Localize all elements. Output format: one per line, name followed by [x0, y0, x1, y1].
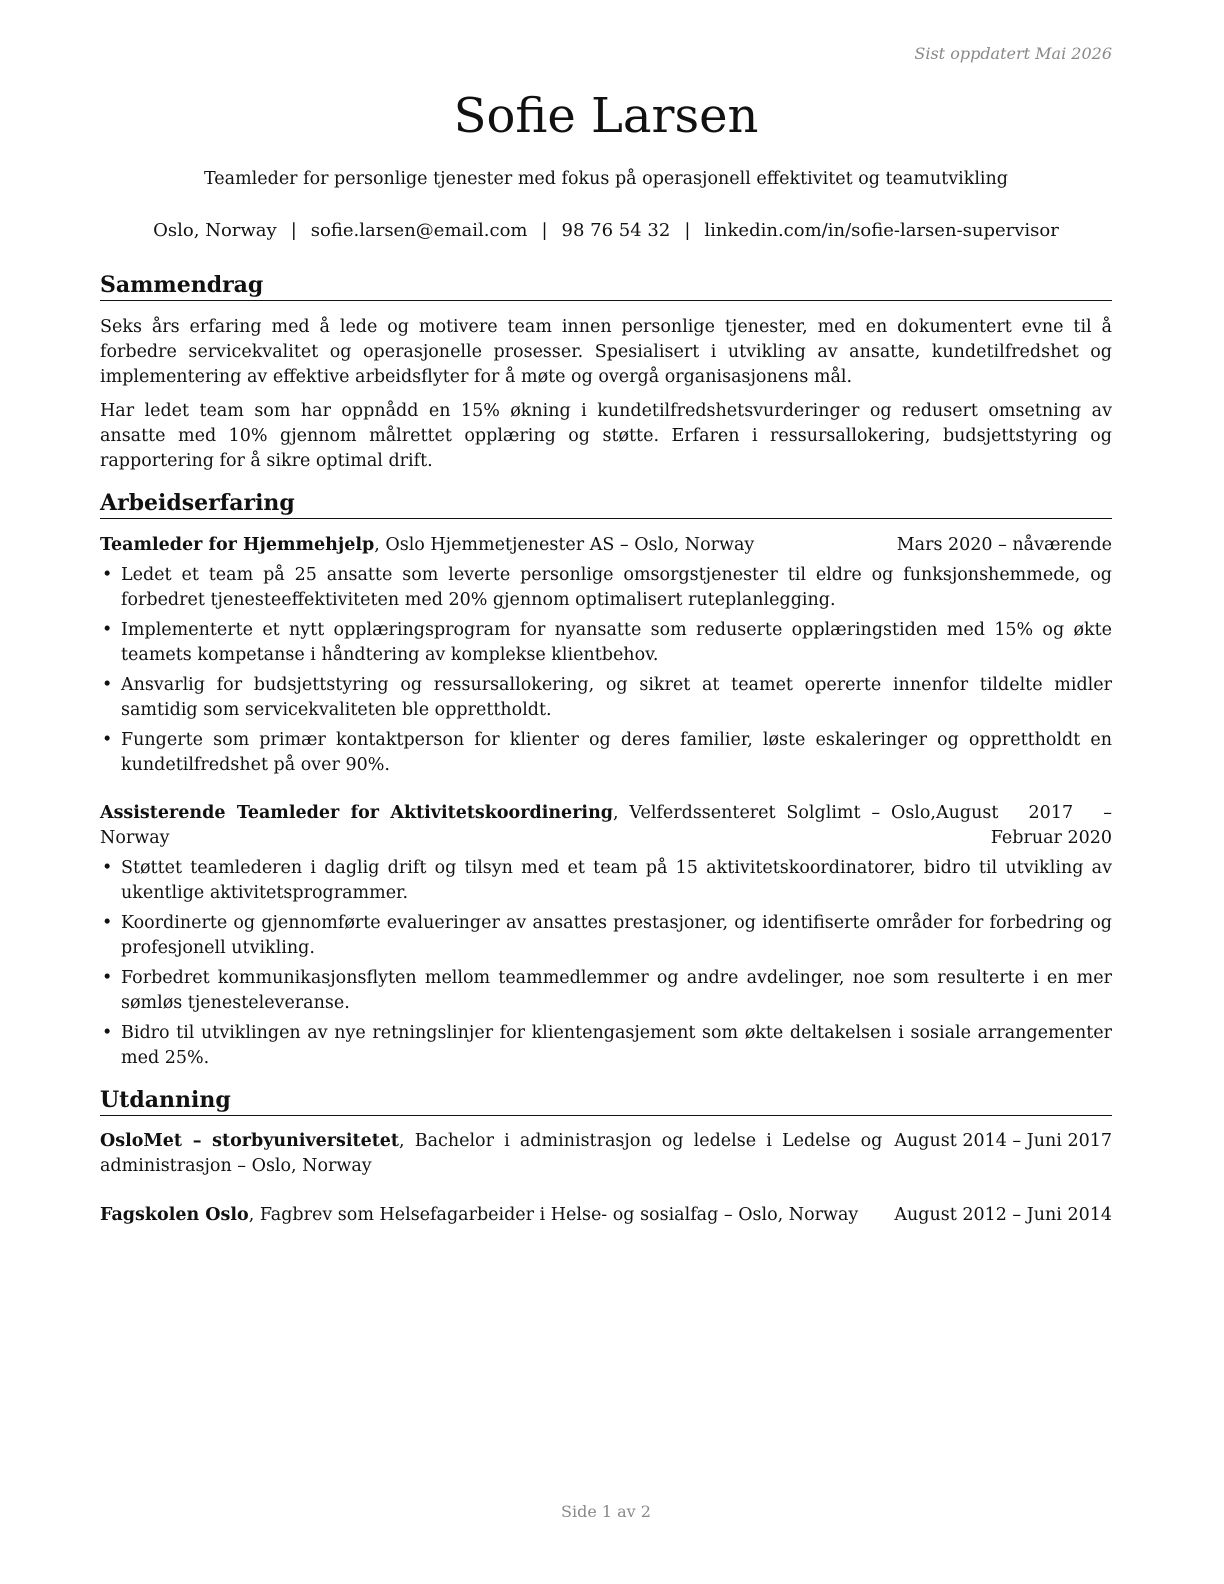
education-detail: , Bachelor i administrasjon og ledelse i Ledelse og administrasjon – Oslo, Norway	[100, 1131, 883, 1176]
job-dates: August 2017 – Februar 2020	[936, 803, 1112, 848]
contact-linkedin[interactable]: linkedin.com/in/sofie-larsen-supervisor	[704, 220, 1059, 241]
candidate-tagline: Teamleder for personlige tjenester med fokus på operasjonell effektivitet og teamutvikling	[203, 169, 1009, 189]
contact-location: Oslo, Norway	[153, 220, 277, 241]
contact-separator: |	[684, 220, 691, 241]
list-item: • Implementerte et nytt opplæringsprogram for nyansatte som reduserte opplæringstiden med 15% og økte teamets kompetanse i håndtering av komplekse klientbehov.	[100, 618, 1112, 668]
education-dates: August 2012 – Juni 2014	[894, 1205, 1112, 1225]
candidate-name: Sofie Larsen	[453, 88, 759, 144]
contact-line	[100, 219, 1112, 243]
education-entry	[100, 1203, 1112, 1228]
job-org: , Velferdssenteret Solglimt – Oslo, Norway	[100, 803, 936, 848]
summary-paragraph: Har ledet team som har oppnådd en 15% økning i kundetilfredshetsvurderinger og redusert omsetning av ansatte med 10% gjennom målrettet opplæring og støtte. Erfaren i ressursallokering, budsjettstyring og rapportering for å sikre optimal drift.	[100, 401, 1112, 471]
job-title-line	[100, 801, 936, 851]
section-title-summary: Sammendrag	[100, 270, 1112, 301]
last-updated: Sist oppdatert Mai 2026	[914, 44, 1112, 63]
resume-page	[100, 0, 1112, 1584]
list-item: • Bidro til utviklingen av nye retningslinjer for klientengasjement som økte deltakelsen i sosiale arrangementer med 25%.	[100, 1021, 1112, 1071]
list-item: • Ansvarlig for budsjettstyring og ressursallokering, og sikret at teamet opererte innenfor tildelte midler samtidig som servicekvaliteten ble opprettholdt.	[100, 673, 1112, 723]
section-title-education: Utdanning	[100, 1085, 1112, 1116]
education-school: OsloMet – storbyuniversitetet	[100, 1131, 400, 1151]
job-org: , Oslo Hjemmetjenester AS – Oslo, Norway	[374, 535, 755, 555]
job-dates: Mars 2020 – nåværende	[896, 535, 1112, 555]
contact-separator: |	[290, 220, 297, 241]
summary-paragraph: Seks års erfaring med å lede og motivere team innen personlige tjenester, med en dokumentert evne til å forbedre servicekvalitet og operasjonelle prosesser. Spesialisert i utvikling av ansatte, kundetilfredshet og implementering av effektive arbeidsflyter for å møte og overgå organisasjonens mål.	[100, 317, 1112, 387]
job-header	[100, 801, 1112, 851]
education-title-line	[100, 1129, 882, 1179]
education-dates: August 2014 – Juni 2017	[894, 1131, 1112, 1151]
contact-phone: 98 76 54 32	[561, 220, 671, 241]
contact-separator: |	[541, 220, 548, 241]
list-item: • Ledet et team på 25 ansatte som leverte personlige omsorgstjenester til eldre og funksjonshemmede, og forbedret tjenesteeffektiviteten med 20% gjennom optimalisert ruteplanlegging.	[100, 563, 1112, 613]
list-item: • Støttet teamlederen i daglig drift og tilsyn med et team på 15 aktivitetskoordinatorer, bidro til utvikling av ukentlige aktivitetsprogrammer.	[100, 856, 1112, 906]
list-item: • Koordinerte og gjennomførte evalueringer av ansattes prestasjoner, og identifiserte områder for forbedring og profesjonell utvikling.	[100, 911, 1112, 961]
job-bullet-list	[100, 856, 1112, 1076]
job-role: Assisterende Teamleder for Aktivitetskoordinering	[100, 803, 614, 823]
job-header	[100, 533, 1112, 558]
education-title-line	[100, 1203, 882, 1228]
education-entry	[100, 1129, 1112, 1179]
contact-email[interactable]: sofie.larsen@email.com	[310, 220, 528, 241]
page-number: Side 1 av 2	[561, 1502, 651, 1521]
list-item: • Fungerte som primær kontaktperson for klienter og deres familier, løste eskaleringer og opprettholdt en kundetilfredshet på over 90%.	[100, 728, 1112, 778]
job-role: Teamleder for Hjemmehjelp	[100, 535, 375, 555]
education-detail: , Fagbrev som Helsefagarbeider i Helse- og sosialfag – Oslo, Norway	[248, 1205, 859, 1225]
job-bullet-list	[100, 563, 1112, 783]
list-item: • Forbedret kommunikasjonsflyten mellom teammedlemmer og andre avdelinger, noe som resulterte i en mer sømløs tjenesteleveranse.	[100, 966, 1112, 1016]
education-school: Fagskolen Oslo	[100, 1205, 249, 1225]
job-title-line	[100, 533, 885, 558]
section-title-experience: Arbeidserfaring	[100, 488, 1112, 519]
